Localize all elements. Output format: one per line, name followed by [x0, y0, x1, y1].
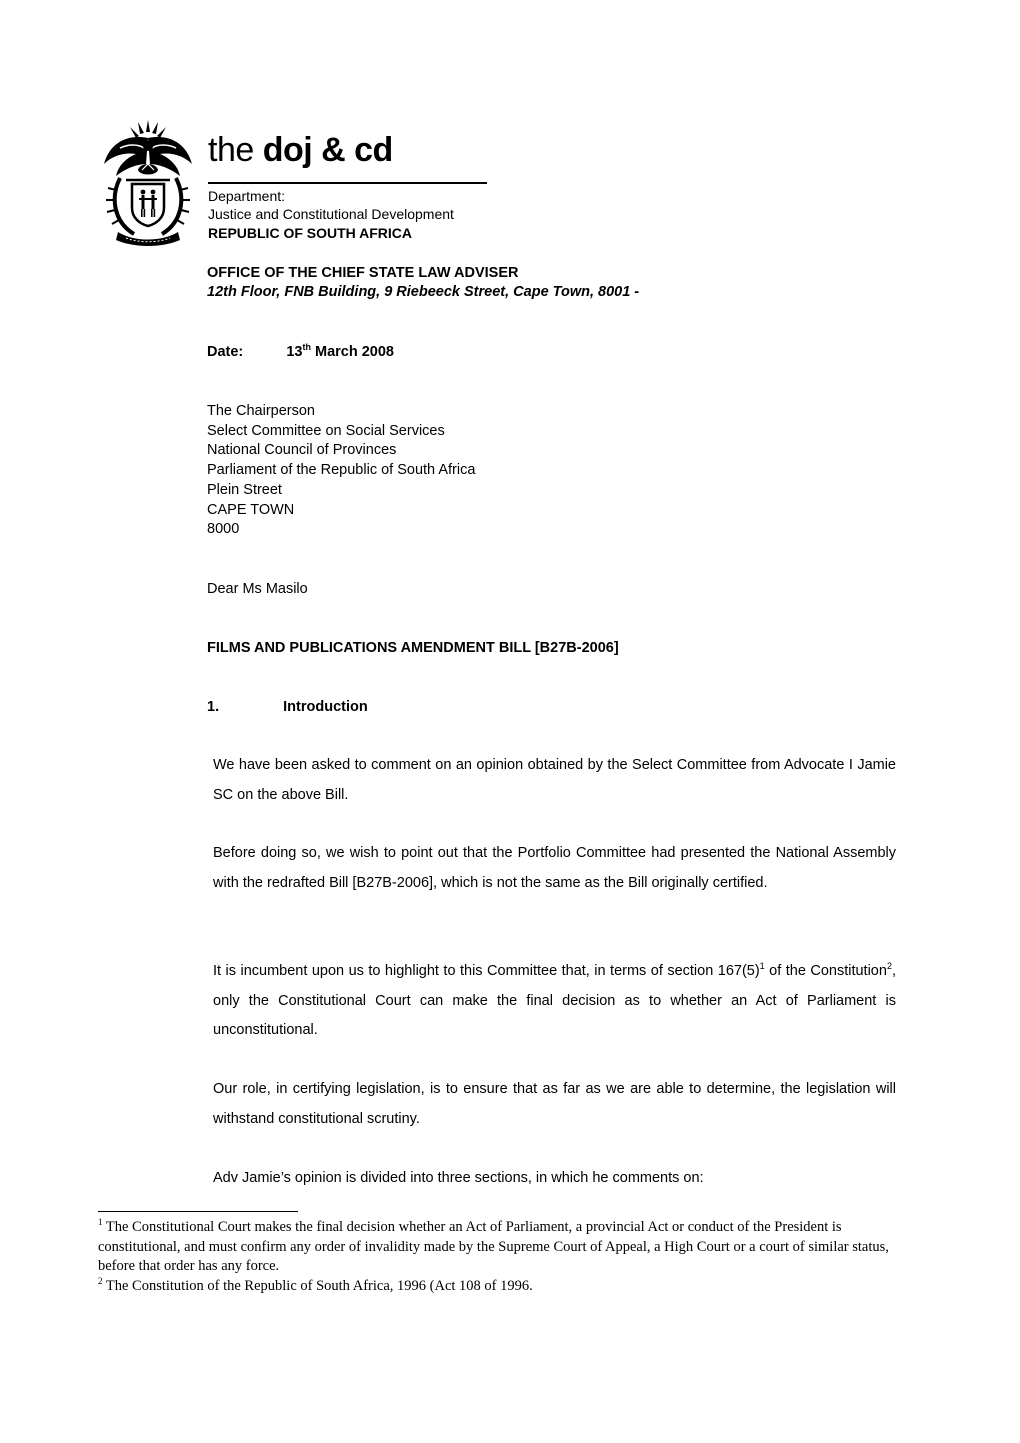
date-day-suffix: th	[302, 342, 311, 353]
date-line	[207, 343, 394, 361]
recipient-line: National Council of Provinces	[207, 442, 397, 459]
date-day: 13	[286, 344, 303, 360]
recipient-line: The Chairperson	[207, 403, 315, 419]
footnote-1	[98, 1218, 898, 1277]
paragraph-3-text: It is incumbent upon us to highlight to this Committee that, in terms of section 167(5)	[213, 963, 760, 979]
recipient-line: Plein Street	[207, 481, 282, 498]
footnote-ref-2[interactable]: 2	[886, 961, 892, 972]
recipient-line: 8000	[207, 521, 240, 538]
letterhead-the: the	[208, 131, 254, 169]
paragraph-3	[213, 957, 896, 1046]
paragraph-4: Our role, in certifying legislation, is to ensure that as far as we are able to determine, the legislation will withstand constitutional scrutiny.	[213, 1081, 896, 1127]
section-number: 1.	[207, 699, 220, 715]
subject-heading: FILMS AND PUBLICATIONS AMENDMENT BILL [B27B-2006]	[207, 640, 619, 656]
footnote-ref-1[interactable]: 1	[759, 961, 765, 972]
section-heading	[207, 698, 368, 716]
recipient-line: Parliament of the Republic of South Africa	[207, 462, 476, 479]
date-month-year: March 2008	[310, 344, 394, 360]
recipient-line: Select Committee on Social Services	[207, 422, 445, 439]
letterhead-department-label: Department:	[208, 188, 286, 204]
paragraph-3-text: , only the Constitutional Court can make the final decision as to whether an Act of Parliament is unconstitutional.	[213, 963, 896, 1039]
footnote-text: The Constitution of the Republic of South Africa, 1996 (Act 108 of 1996.	[102, 1278, 533, 1294]
coat-of-arms-logo	[98, 118, 198, 246]
office-address: 12th Floor, FNB Building, 9 Riebeeck Street, Cape Town, 8001 -	[207, 284, 640, 300]
salutation: Dear Ms Masilo	[207, 581, 308, 597]
paragraph-1: We have been asked to comment on an opinion obtained by the Select Committee from Advocate I Jamie SC on the above Bill.	[213, 757, 896, 803]
paragraph-2: Before doing so, we wish to point out that the Portfolio Committee had presented the National Assembly with the redrafted Bill [B27B-2006], which is not the same as the Bill originally certified.	[213, 845, 896, 891]
recipient-address	[207, 402, 475, 540]
footnote-separator	[98, 1211, 298, 1212]
footnote-2	[98, 1277, 898, 1297]
office-title: OFFICE OF THE CHIEF STATE LAW ADVISER	[207, 265, 519, 281]
letterhead-divider	[208, 182, 487, 184]
paragraph-5: Adv Jamie’s opinion is divided into three sections, in which he comments on:	[213, 1170, 704, 1186]
recipient-line: CAPE TOWN	[207, 501, 295, 518]
letterhead-abbrev: doj & cd	[262, 131, 393, 169]
section-title: Introduction	[283, 699, 368, 715]
letterhead-brand	[208, 130, 393, 170]
date-label: Date:	[207, 344, 244, 360]
letterhead-country: REPUBLIC OF SOUTH AFRICA	[208, 225, 413, 241]
footnote-text: The Constitutional Court makes the final decision whether an Act of Parliament, a provincial Act or conduct of the President is constitutional, and must confirm any order of invalidity made by the Supreme Court of Appeal, a High Court or a court of similar status, before that order has any force.	[98, 1219, 889, 1274]
footnote-mark: 2	[98, 1276, 103, 1287]
letterhead-department-name: Justice and Constitutional Development	[208, 206, 454, 222]
paragraph-3-text: of the Constitution	[764, 963, 887, 979]
footnote-mark: 1	[98, 1217, 103, 1228]
